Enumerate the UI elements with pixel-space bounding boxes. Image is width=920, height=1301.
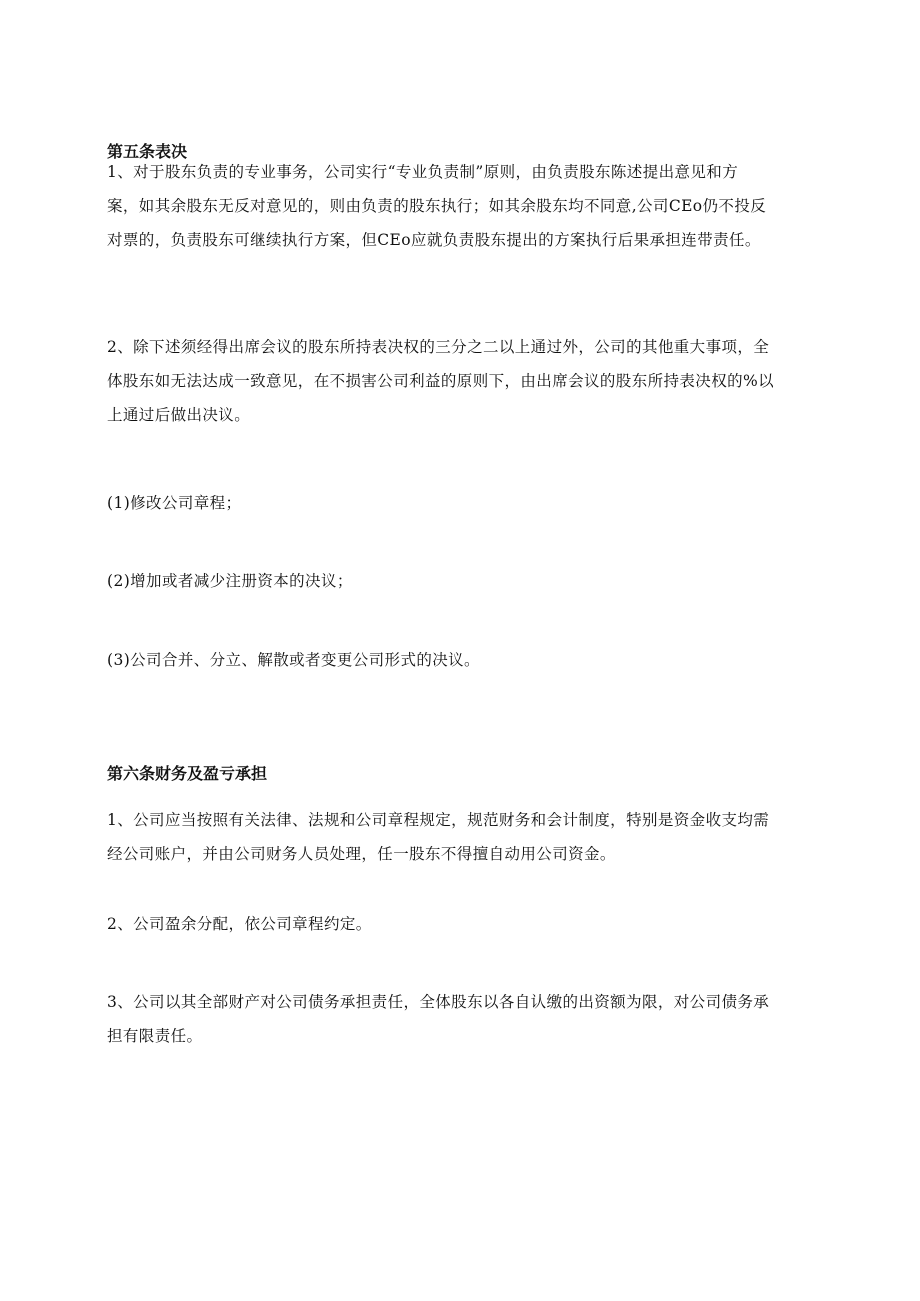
text-line: 担有限责任。 — [107, 1027, 203, 1045]
text-line: 1、对于股东负责的专业事务，公司实行“专业负责制”原则，由负责股东陈述提出意见和方 — [107, 163, 739, 181]
paragraph — [107, 985, 817, 1053]
list-item — [107, 564, 817, 598]
text-line: 案，如其余股东无反对意见的，则由负责的股东执行；如其余股东均不同意,公司CEo仍不投反 — [107, 197, 767, 215]
list-item — [107, 643, 817, 677]
list-item — [107, 486, 817, 520]
paragraph — [107, 907, 817, 941]
text-line: 经公司账户，并由公司财务人员处理，任一股东不得擅自动用公司资金。 — [107, 845, 616, 863]
paragraph — [107, 803, 817, 871]
paragraph — [107, 330, 817, 432]
text-line: 体股东如无法达成一致意见，在不损害公司利益的原则下，由出席会议的股东所持表决权的%以 — [107, 372, 775, 390]
text-line: 对票的，负责股东可继续执行方案，但CEo应就负责股东提出的方案执行后果承担连带责任。 — [107, 231, 761, 249]
text-line: (3)公司合并、分立、解散或者变更公司形式的决议。 — [107, 651, 480, 669]
text-line: 2、除下述须经得出席会议的股东所持表决权的三分之二以上通过外，公司的其他重大事项，全 — [107, 338, 770, 356]
text-line: 3、公司以其全部财产对公司债务承担责任，全体股东以各自认缴的出资额为限，对公司债务承 — [107, 993, 770, 1011]
section-heading: 第五条表决 — [107, 142, 188, 161]
text-line: 2、公司盈余分配，依公司章程约定。 — [107, 915, 372, 933]
text-line: 1、公司应当按照有关法律、法规和公司章程规定，规范财务和会计制度，特别是资金收支均需 — [107, 811, 770, 829]
paragraph — [107, 155, 817, 257]
text-line: (2)增加或者减少注册资本的决议； — [107, 572, 353, 590]
section-heading: 第六条财务及盈亏承担 — [107, 764, 268, 783]
text-line: 上通过后做出决议。 — [107, 406, 251, 424]
text-line: (1)修改公司章程； — [107, 494, 242, 512]
